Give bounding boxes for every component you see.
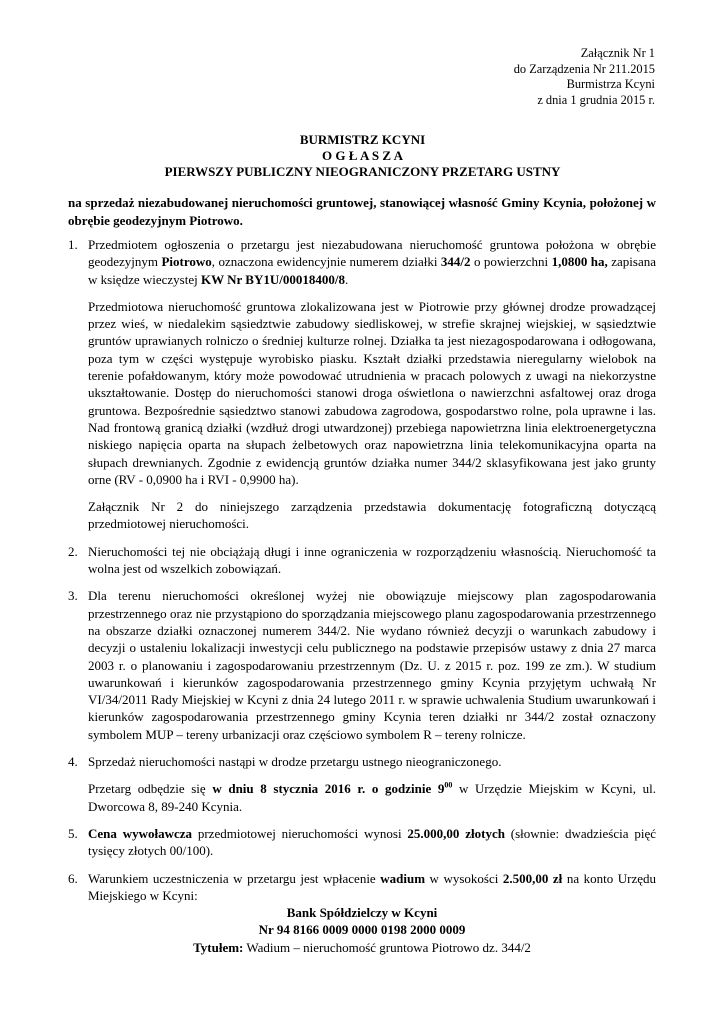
text-bold: Tytułem: — [193, 939, 244, 955]
bank-details — [68, 904, 656, 956]
transfer-title — [68, 939, 656, 956]
item-number: 3. — [68, 588, 78, 604]
item-4-paragraph-1: Sprzedaż nieruchomości nastąpi w drodze przetargu ustnego nieograniczonego. — [88, 754, 502, 770]
list-item-1 — [68, 236, 656, 533]
document-heading — [0, 132, 725, 180]
text-bold: wadium — [380, 870, 426, 886]
heading-title: PIERWSZY PUBLICZNY NIEOGRANICZONY PRZETARG USTNY — [164, 164, 561, 179]
heading-authority: BURMISTRZ KCYNI — [299, 132, 426, 147]
item-1-paragraph-1 — [88, 236, 656, 288]
text-bold: KW Nr BY1U/00018400/8 — [200, 271, 345, 287]
item-number: 2. — [68, 543, 78, 559]
attachment-line-3: Burmistrza Kcyni — [566, 77, 655, 92]
text-bold: 1,0800 ha, — [551, 254, 608, 270]
item-number: 1. — [68, 237, 78, 252]
text-bold: 344/2 — [440, 254, 471, 270]
attachment-reference — [514, 46, 655, 108]
item-3-paragraph: Dla terenu nieruchomości określonej wyżej nie obowiązuje miejscowy plan zagospodarowania przestrzennego oraz nie przystąpiono do sporządzania miejscowego planu zagospodarowania przestrzennego na obszarze działki oznaczonej numerem 344/2. Nie wydano również decyzji o warunkach zabudowy i decyzji o ustaleniu lokalizacji inwestycji celu publicznego na podstawie przepisów ustawy z dnia 27 marca 2003 r. o planowaniu i zagospodarowaniu przestrzennym (Dz. U. z 2015 r. poz. 199 ze zm.). W studium uwarunkowań i kierunków zagospodarowania przestrzennego gminy Kcynia przyjętym uchwałą Nr VI/34/2011 Rady Miejskiej w Kcyni z dnia 24 lutego 2011 r. w sprawie uchwalenia Studium uwarunkowań i kierunków zagospodarowania przestrzennego gminy Kcynia teren działki nr 344/2 został oznaczony symbolem MUP – tereny urbanizacji oraz częściowo symbolem R – tereny rolnicze. — [88, 588, 656, 742]
text-span: Warunkiem uczestniczenia w przetargu jest wpłacenie — [88, 870, 381, 886]
bank-account-number — [68, 921, 656, 938]
item-4-paragraph-2 — [88, 780, 656, 815]
list-item-3 — [68, 587, 656, 743]
item-number: 4. — [68, 754, 78, 770]
text-span: w wysokości — [425, 870, 503, 886]
text-span: w Urzędzie Miejskim w Kcyni, ul. Dworcowa 8, 89-240 Kcynia. — [88, 781, 656, 814]
text-span: Przetarg odbędzie się — [88, 781, 213, 797]
item-number: 5. — [68, 825, 78, 841]
item-6-paragraph — [88, 870, 656, 905]
item-1-paragraph-2: Przedmiotowa nieruchomość gruntowa zlokalizowana jest w Piotrowie przy głównej drodze prowadzącej przez wieś, w niedalekim sąsiedztwie zabudowy siedliskowej, w strefie skrajnej wiejskiej, w sąsiedztwie gruntów uprawianych rolniczo o średniej kulturze rolnej. Działka ta jest niezagospodarowana i odłogowana, poza tym w części występuje wyrobisko piasku. Kształt działki przedstawia nieregularny wielobok na terenie pofałdowanym, który może powodować utrudnienia w pracach polowych z uwagi na niekorzystne ukształtowanie. Dostęp do nieruchomości stanowi droga oświetlona o nawierzchni asfaltowej oraz droga gruntowa. Bezpośrednie sąsiedztwo stanowi zabudowa zagrodowa, gospodarstwo rolne, pola uprawne i las. Nad frontową granicą działki (wzdłuż drogi utwardzonej) przebiega napowietrzna linia elektroenergetyczna niskiego napięcia oparta na słupach żelbetowych oraz napowietrzna linia telekomunikacyjna oparta na słupach drewnianych. Zgodnie z ewidencją gruntów działka numer 344/2 sklasyfikowana jest jako grunty orne (RV - 0,0900 ha i RVI - 0,9900 ha). — [88, 298, 656, 487]
text-span: na konto Urzędu Miejskiego w Kcyni: — [88, 870, 657, 903]
text-bold: 25.000,00 złotych — [407, 825, 505, 841]
item-number: 6. — [68, 870, 78, 886]
conditions-list — [68, 236, 656, 966]
text-span: zapisana w księdze wieczystej — [88, 254, 656, 287]
text-bold: Cena wywoławcza — [88, 825, 193, 841]
intro-paragraph: na sprzedaż niezabudowanej nieruchomości gruntowej, stanowiącej własność Gminy Kcynia, położonej w obrębie geodezyjnym Piotrowo. — [68, 195, 656, 228]
attachment-line-4: z dnia 1 grudnia 2015 r. — [537, 92, 655, 107]
text-span: Przedmiotem ogłoszenia o przetargu jest niezabudowana nieruchomość gruntowa położona w obrębie geodezyjnym — [88, 237, 656, 270]
text-span: przedmiotowej nieruchomości wynosi — [192, 825, 408, 841]
text-span: (słownie: dwadzieścia pięć tysięcy złotych 00/100). — [88, 825, 656, 859]
text-span: w dniu 8 stycznia 2016 r. o godzinie 9 — [212, 781, 445, 797]
text-bold: Nr 94 8166 0009 0000 0198 2000 0009 — [258, 922, 466, 938]
heading-announces: O G Ł A S Z A — [322, 148, 403, 163]
list-item-6 — [68, 870, 656, 956]
item-2-paragraph: Nieruchomości tej nie obciążają długi i inne ograniczenia w rozporządzeniu własnością. Nieruchomość ta wolna jest od wszelkich zobowiązań. — [88, 543, 656, 577]
text-span: Wadium – nieruchomość gruntowa Piotrowo dz. 344/2 — [243, 939, 531, 955]
attachment-line-2: do Zarządzenia Nr 211.2015 — [513, 61, 655, 76]
item-5-paragraph — [88, 825, 656, 860]
text-bold: Piotrowo — [161, 254, 212, 270]
text-span: , oznaczona ewidencyjnie numerem działki — [211, 254, 441, 270]
hour-superscript: 00 — [444, 780, 453, 790]
text-span: . — [344, 271, 349, 287]
text-bold — [212, 781, 452, 796]
text-span: o powierzchni — [470, 254, 552, 270]
item-1-paragraph-3: Załącznik Nr 2 do niniejszego zarządzenia przedstawia dokumentację fotograficzną dotyczącą przedmiotowej nieruchomości. — [88, 499, 656, 532]
text-bold: Bank Spółdzielczy w Kcyni — [286, 905, 438, 921]
list-item-5 — [68, 825, 656, 860]
list-item-2 — [68, 543, 656, 578]
text-bold: 2.500,00 zł — [502, 870, 563, 886]
attachment-line-1: Załącznik Nr 1 — [580, 46, 655, 60]
list-item-4 — [68, 753, 656, 815]
bank-name — [68, 904, 656, 921]
